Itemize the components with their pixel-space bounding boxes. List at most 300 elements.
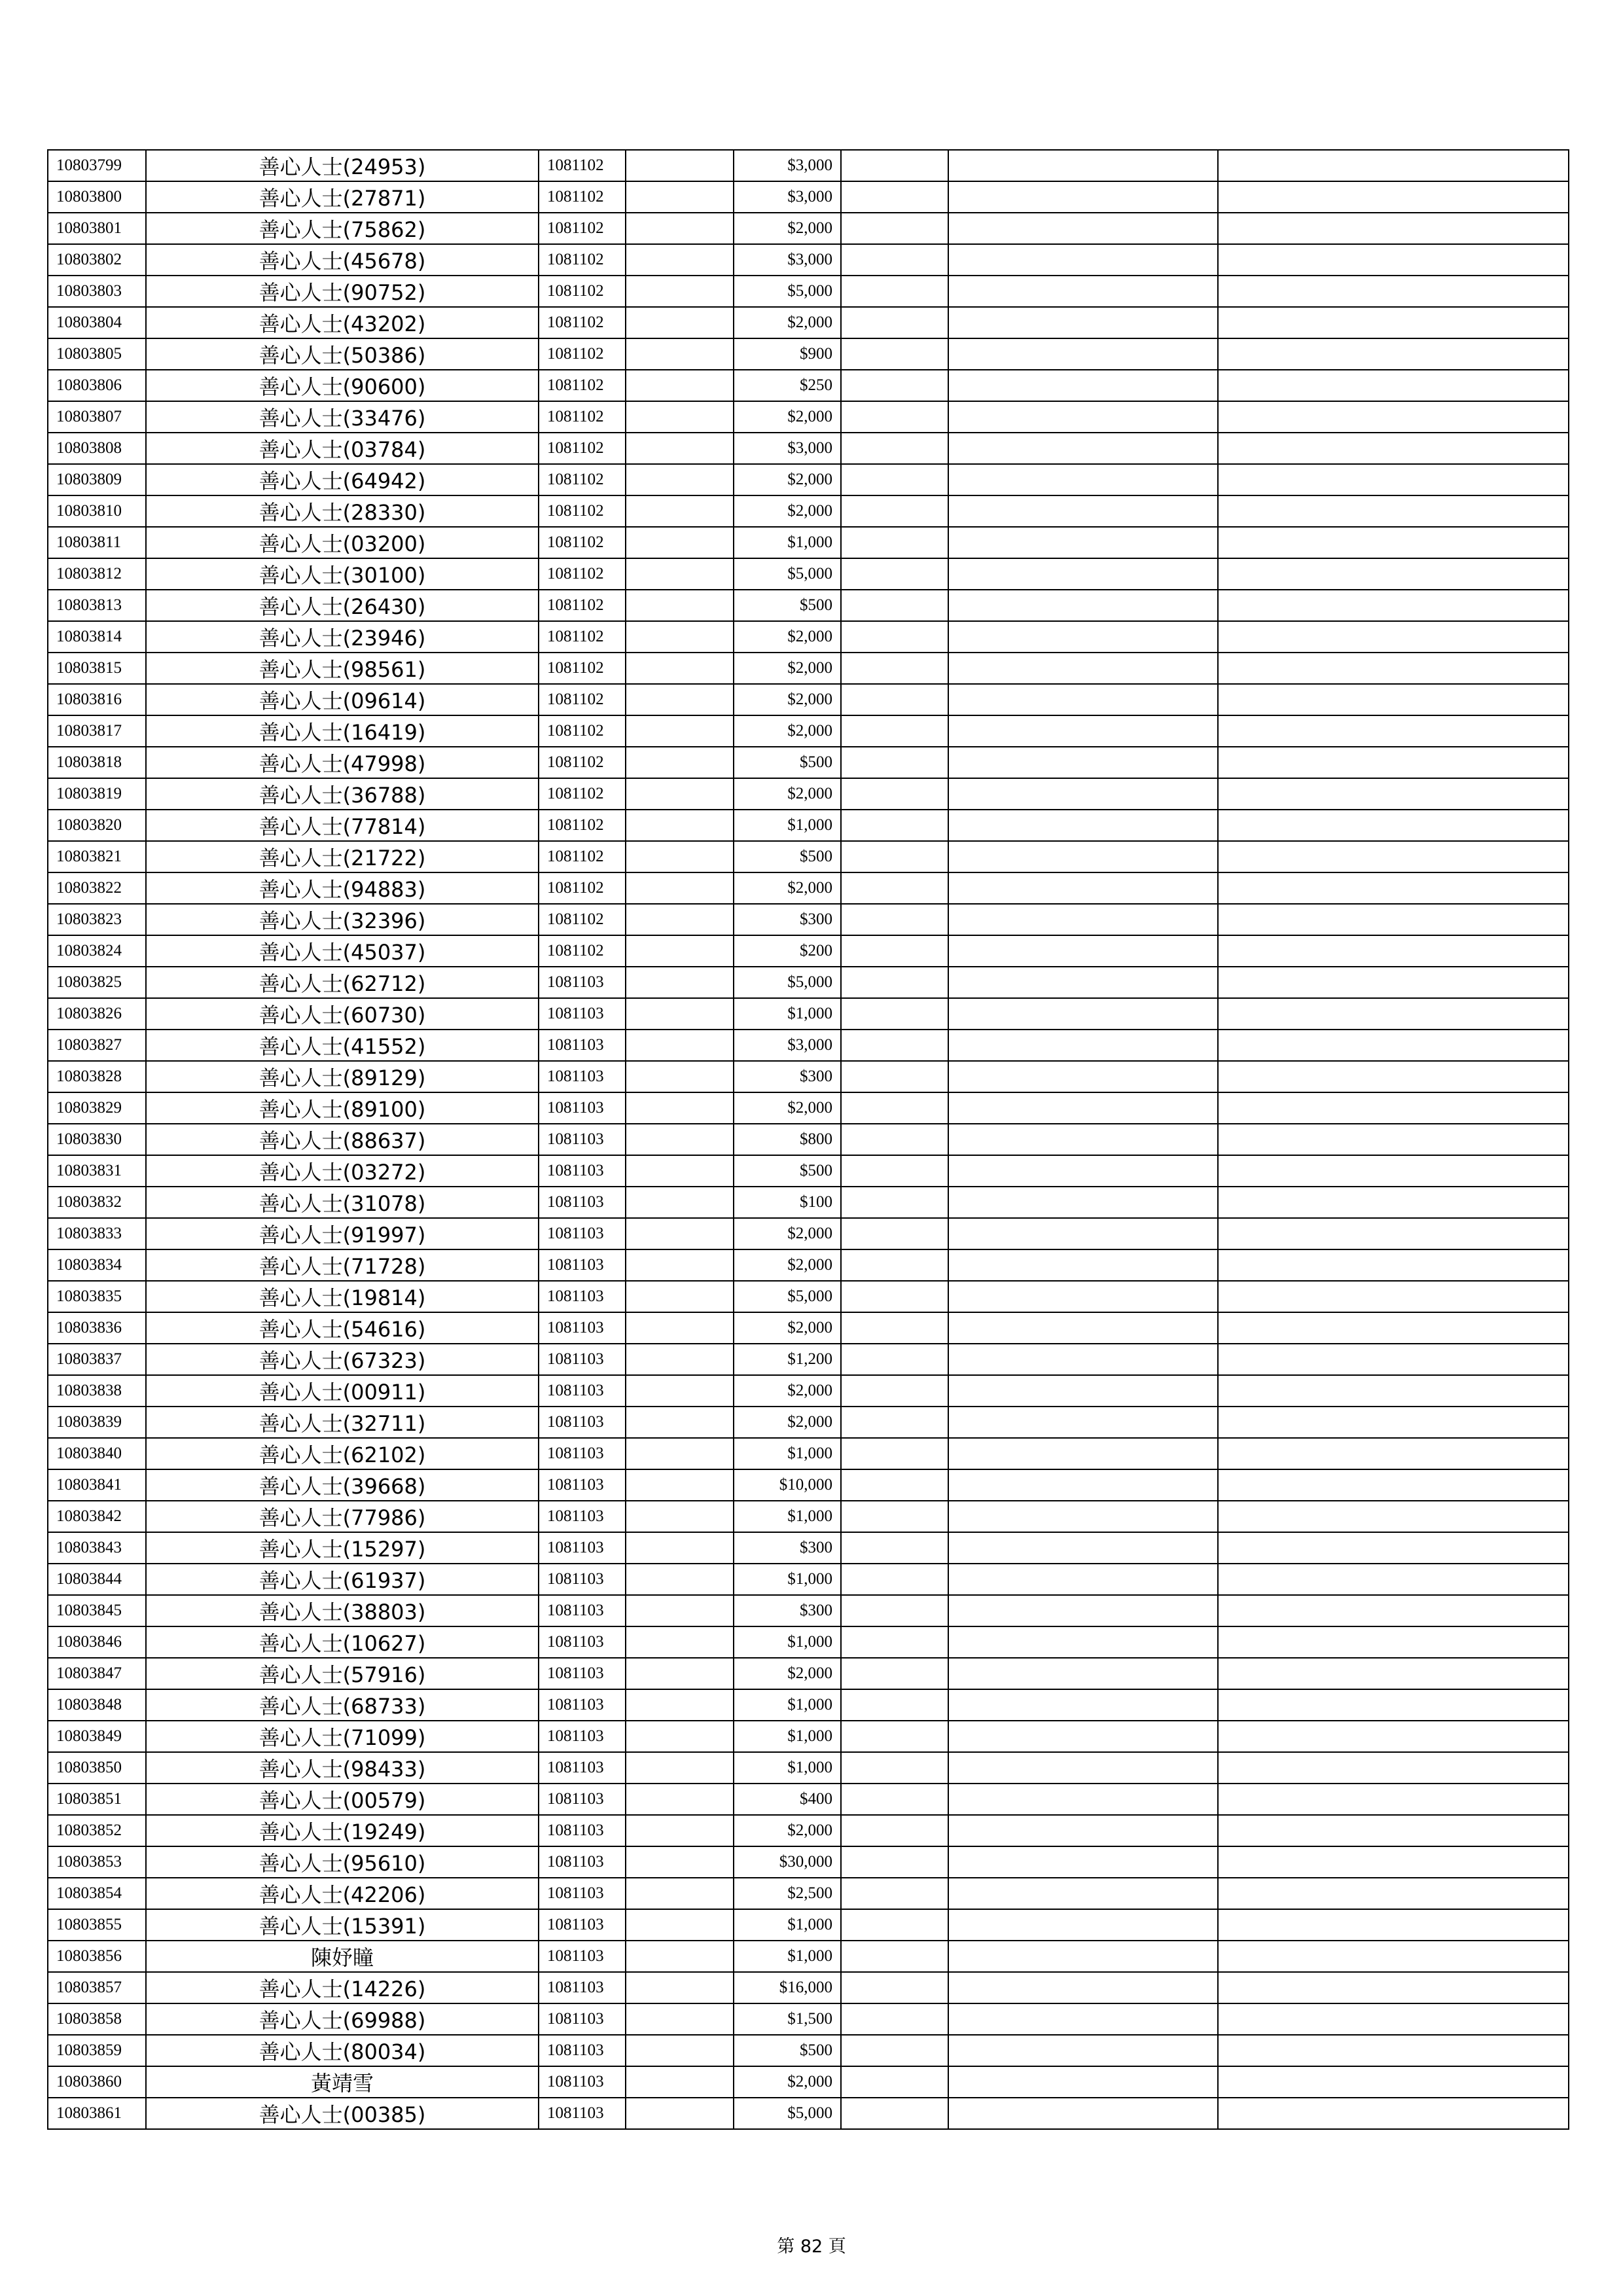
amount-cell: $2,000 xyxy=(734,1312,841,1344)
empty-cell xyxy=(948,935,1218,967)
empty-cell xyxy=(1218,338,1569,370)
donor-name-cell: 善心人士(03200) xyxy=(146,527,539,558)
table-row xyxy=(48,1689,1569,1721)
receipt-number-cell: 10803820 xyxy=(48,810,146,841)
empty-cell xyxy=(841,1469,948,1501)
amount-cell: $300 xyxy=(734,1532,841,1564)
empty-cell xyxy=(948,1909,1218,1941)
amount-cell: $1,200 xyxy=(734,1344,841,1375)
empty-cell xyxy=(948,2098,1218,2129)
ledger-body xyxy=(48,150,1569,2129)
empty-cell xyxy=(948,1092,1218,1124)
donor-name-cell: 善心人士(89129) xyxy=(146,1061,539,1092)
date-cell: 1081103 xyxy=(539,1030,626,1061)
amount-cell: $500 xyxy=(734,590,841,621)
date-cell: 1081103 xyxy=(539,2003,626,2035)
table-row xyxy=(48,1658,1569,1689)
amount-cell: $2,000 xyxy=(734,684,841,715)
date-cell: 1081103 xyxy=(539,1281,626,1312)
empty-cell xyxy=(1218,244,1569,276)
table-row xyxy=(48,213,1569,244)
empty-cell xyxy=(626,1218,734,1249)
empty-cell xyxy=(841,150,948,181)
empty-cell xyxy=(1218,967,1569,998)
empty-cell xyxy=(841,401,948,433)
empty-cell xyxy=(841,244,948,276)
donor-name-cell: 善心人士(14226) xyxy=(146,1972,539,2003)
donor-name-cell: 善心人士(33476) xyxy=(146,401,539,433)
amount-cell: $2,000 xyxy=(734,715,841,747)
empty-cell xyxy=(1218,653,1569,684)
empty-cell xyxy=(1218,904,1569,935)
table-row xyxy=(48,527,1569,558)
amount-cell: $400 xyxy=(734,1784,841,1815)
donor-name-cell: 善心人士(24953) xyxy=(146,150,539,181)
empty-cell xyxy=(841,1312,948,1344)
empty-cell xyxy=(841,338,948,370)
empty-cell xyxy=(1218,401,1569,433)
empty-cell xyxy=(1218,1595,1569,1626)
empty-cell xyxy=(948,495,1218,527)
empty-cell xyxy=(626,1281,734,1312)
amount-cell: $1,000 xyxy=(734,1941,841,1972)
empty-cell xyxy=(948,1846,1218,1878)
table-row xyxy=(48,276,1569,307)
table-row xyxy=(48,1407,1569,1438)
empty-cell xyxy=(626,276,734,307)
donor-name-cell: 善心人士(27871) xyxy=(146,181,539,213)
receipt-number-cell: 10803819 xyxy=(48,778,146,810)
donor-name-cell: 善心人士(19249) xyxy=(146,1815,539,1846)
amount-cell: $900 xyxy=(734,338,841,370)
date-cell: 1081103 xyxy=(539,2035,626,2066)
empty-cell xyxy=(841,1815,948,1846)
empty-cell xyxy=(948,1564,1218,1595)
empty-cell xyxy=(1218,621,1569,653)
amount-cell: $5,000 xyxy=(734,967,841,998)
table-row xyxy=(48,841,1569,872)
donor-name-cell: 善心人士(26430) xyxy=(146,590,539,621)
donor-name-cell: 善心人士(98561) xyxy=(146,653,539,684)
donor-name-cell: 善心人士(57916) xyxy=(146,1658,539,1689)
empty-cell xyxy=(626,1658,734,1689)
empty-cell xyxy=(1218,1721,1569,1752)
table-row xyxy=(48,433,1569,464)
empty-cell xyxy=(948,1218,1218,1249)
empty-cell xyxy=(626,1878,734,1909)
empty-cell xyxy=(1218,590,1569,621)
table-row xyxy=(48,2098,1569,2129)
receipt-number-cell: 10803835 xyxy=(48,1281,146,1312)
empty-cell xyxy=(948,464,1218,495)
empty-cell xyxy=(948,872,1218,904)
table-row xyxy=(48,1092,1569,1124)
empty-cell xyxy=(841,1532,948,1564)
empty-cell xyxy=(1218,1972,1569,2003)
empty-cell xyxy=(1218,1752,1569,1784)
empty-cell xyxy=(626,1249,734,1281)
amount-cell: $2,000 xyxy=(734,778,841,810)
amount-cell: $1,000 xyxy=(734,1721,841,1752)
empty-cell xyxy=(1218,1344,1569,1375)
donor-name-cell: 善心人士(95610) xyxy=(146,1846,539,1878)
amount-cell: $3,000 xyxy=(734,433,841,464)
table-row xyxy=(48,1909,1569,1941)
amount-cell: $2,000 xyxy=(734,1815,841,1846)
empty-cell xyxy=(626,621,734,653)
amount-cell: $2,000 xyxy=(734,401,841,433)
table-row xyxy=(48,653,1569,684)
empty-cell xyxy=(626,150,734,181)
table-row xyxy=(48,1846,1569,1878)
date-cell: 1081102 xyxy=(539,370,626,401)
table-row xyxy=(48,590,1569,621)
donor-name-cell: 善心人士(09614) xyxy=(146,684,539,715)
table-row xyxy=(48,872,1569,904)
date-cell: 1081102 xyxy=(539,747,626,778)
empty-cell xyxy=(948,527,1218,558)
receipt-number-cell: 10803831 xyxy=(48,1155,146,1187)
date-cell: 1081102 xyxy=(539,464,626,495)
empty-cell xyxy=(626,747,734,778)
receipt-number-cell: 10803821 xyxy=(48,841,146,872)
empty-cell xyxy=(1218,872,1569,904)
donation-ledger-table xyxy=(47,149,1569,2130)
empty-cell xyxy=(1218,715,1569,747)
empty-cell xyxy=(1218,1375,1569,1407)
empty-cell xyxy=(948,1752,1218,1784)
empty-cell xyxy=(1218,1124,1569,1155)
empty-cell xyxy=(841,1878,948,1909)
date-cell: 1081103 xyxy=(539,1564,626,1595)
table-row xyxy=(48,715,1569,747)
receipt-number-cell: 10803848 xyxy=(48,1689,146,1721)
empty-cell xyxy=(841,590,948,621)
donor-name-cell: 善心人士(00579) xyxy=(146,1784,539,1815)
donor-name-cell: 善心人士(54616) xyxy=(146,1312,539,1344)
empty-cell xyxy=(841,1595,948,1626)
empty-cell xyxy=(1218,778,1569,810)
empty-cell xyxy=(626,244,734,276)
receipt-number-cell: 10803832 xyxy=(48,1187,146,1218)
table-row xyxy=(48,967,1569,998)
date-cell: 1081103 xyxy=(539,1312,626,1344)
donor-name-cell: 善心人士(03784) xyxy=(146,433,539,464)
donor-name-cell: 善心人士(50386) xyxy=(146,338,539,370)
empty-cell xyxy=(1218,2035,1569,2066)
receipt-number-cell: 10803824 xyxy=(48,935,146,967)
empty-cell xyxy=(1218,307,1569,338)
donor-name-cell: 善心人士(62102) xyxy=(146,1438,539,1469)
empty-cell xyxy=(1218,1658,1569,1689)
donor-name-cell: 善心人士(19814) xyxy=(146,1281,539,1312)
receipt-number-cell: 10803853 xyxy=(48,1846,146,1878)
receipt-number-cell: 10803861 xyxy=(48,2098,146,2129)
empty-cell xyxy=(626,338,734,370)
table-row xyxy=(48,307,1569,338)
empty-cell xyxy=(948,401,1218,433)
amount-cell: $2,000 xyxy=(734,872,841,904)
amount-cell: $500 xyxy=(734,747,841,778)
empty-cell xyxy=(841,904,948,935)
receipt-number-cell: 10803845 xyxy=(48,1595,146,1626)
empty-cell xyxy=(948,1815,1218,1846)
empty-cell xyxy=(626,778,734,810)
table-row xyxy=(48,810,1569,841)
empty-cell xyxy=(626,464,734,495)
donor-name-cell: 善心人士(88637) xyxy=(146,1124,539,1155)
receipt-number-cell: 10803822 xyxy=(48,872,146,904)
empty-cell xyxy=(841,1344,948,1375)
receipt-number-cell: 10803846 xyxy=(48,1626,146,1658)
empty-cell xyxy=(626,370,734,401)
receipt-number-cell: 10803850 xyxy=(48,1752,146,1784)
receipt-number-cell: 10803856 xyxy=(48,1941,146,1972)
empty-cell xyxy=(841,715,948,747)
empty-cell xyxy=(626,684,734,715)
donor-name-cell: 善心人士(42206) xyxy=(146,1878,539,1909)
table-row xyxy=(48,1312,1569,1344)
amount-cell: $5,000 xyxy=(734,2098,841,2129)
table-row xyxy=(48,1124,1569,1155)
date-cell: 1081102 xyxy=(539,433,626,464)
empty-cell xyxy=(1218,1626,1569,1658)
empty-cell xyxy=(948,1469,1218,1501)
table-row xyxy=(48,1784,1569,1815)
receipt-number-cell: 10803814 xyxy=(48,621,146,653)
receipt-number-cell: 10803810 xyxy=(48,495,146,527)
amount-cell: $300 xyxy=(734,1595,841,1626)
empty-cell xyxy=(1218,1846,1569,1878)
empty-cell xyxy=(626,1061,734,1092)
table-row xyxy=(48,1438,1569,1469)
amount-cell: $1,000 xyxy=(734,1752,841,1784)
receipt-number-cell: 10803847 xyxy=(48,1658,146,1689)
receipt-number-cell: 10803809 xyxy=(48,464,146,495)
date-cell: 1081103 xyxy=(539,1595,626,1626)
empty-cell xyxy=(841,1092,948,1124)
empty-cell xyxy=(1218,1187,1569,1218)
empty-cell xyxy=(1218,1909,1569,1941)
receipt-number-cell: 10803836 xyxy=(48,1312,146,1344)
donor-name-cell: 善心人士(43202) xyxy=(146,307,539,338)
empty-cell xyxy=(626,1124,734,1155)
date-cell: 1081103 xyxy=(539,1721,626,1752)
empty-cell xyxy=(626,590,734,621)
receipt-number-cell: 10803801 xyxy=(48,213,146,244)
empty-cell xyxy=(841,370,948,401)
date-cell: 1081103 xyxy=(539,1972,626,2003)
receipt-number-cell: 10803816 xyxy=(48,684,146,715)
empty-cell xyxy=(626,558,734,590)
empty-cell xyxy=(1218,1469,1569,1501)
table-row xyxy=(48,1375,1569,1407)
empty-cell xyxy=(626,1375,734,1407)
table-row xyxy=(48,1752,1569,1784)
empty-cell xyxy=(1218,1532,1569,1564)
empty-cell xyxy=(1218,370,1569,401)
amount-cell: $1,000 xyxy=(734,1501,841,1532)
donor-name-cell: 善心人士(31078) xyxy=(146,1187,539,1218)
empty-cell xyxy=(948,715,1218,747)
date-cell: 1081102 xyxy=(539,307,626,338)
amount-cell: $500 xyxy=(734,1155,841,1187)
receipt-number-cell: 10803828 xyxy=(48,1061,146,1092)
empty-cell xyxy=(948,810,1218,841)
date-cell: 1081102 xyxy=(539,590,626,621)
receipt-number-cell: 10803830 xyxy=(48,1124,146,1155)
empty-cell xyxy=(948,1061,1218,1092)
receipt-number-cell: 10803813 xyxy=(48,590,146,621)
table-row xyxy=(48,621,1569,653)
amount-cell: $1,000 xyxy=(734,527,841,558)
empty-cell xyxy=(626,2098,734,2129)
empty-cell xyxy=(841,495,948,527)
empty-cell xyxy=(948,2066,1218,2098)
date-cell: 1081102 xyxy=(539,558,626,590)
empty-cell xyxy=(626,1626,734,1658)
empty-cell xyxy=(948,1375,1218,1407)
donor-name-cell: 善心人士(90600) xyxy=(146,370,539,401)
empty-cell xyxy=(841,1564,948,1595)
amount-cell: $5,000 xyxy=(734,1281,841,1312)
empty-cell xyxy=(841,1846,948,1878)
amount-cell: $1,000 xyxy=(734,1564,841,1595)
date-cell: 1081102 xyxy=(539,244,626,276)
empty-cell xyxy=(626,1846,734,1878)
empty-cell xyxy=(626,181,734,213)
table-row xyxy=(48,1815,1569,1846)
donor-name-cell: 善心人士(98433) xyxy=(146,1752,539,1784)
empty-cell xyxy=(1218,1501,1569,1532)
donor-name-cell: 善心人士(32711) xyxy=(146,1407,539,1438)
empty-cell xyxy=(626,1752,734,1784)
receipt-number-cell: 10803825 xyxy=(48,967,146,998)
empty-cell xyxy=(626,495,734,527)
date-cell: 1081102 xyxy=(539,778,626,810)
date-cell: 1081103 xyxy=(539,1249,626,1281)
donor-name-cell: 善心人士(15391) xyxy=(146,1909,539,1941)
donor-name-cell: 善心人士(30100) xyxy=(146,558,539,590)
empty-cell xyxy=(841,810,948,841)
table-row xyxy=(48,401,1569,433)
amount-cell: $5,000 xyxy=(734,558,841,590)
donor-name-cell: 善心人士(90752) xyxy=(146,276,539,307)
empty-cell xyxy=(1218,558,1569,590)
amount-cell: $2,000 xyxy=(734,1658,841,1689)
donor-name-cell: 善心人士(68733) xyxy=(146,1689,539,1721)
empty-cell xyxy=(1218,1784,1569,1815)
table-row xyxy=(48,2035,1569,2066)
empty-cell xyxy=(948,778,1218,810)
table-row xyxy=(48,1030,1569,1061)
table-row xyxy=(48,1187,1569,1218)
table-row xyxy=(48,747,1569,778)
donor-name-cell: 善心人士(80034) xyxy=(146,2035,539,2066)
empty-cell xyxy=(1218,2003,1569,2035)
receipt-number-cell: 10803855 xyxy=(48,1909,146,1941)
empty-cell xyxy=(626,841,734,872)
empty-cell xyxy=(1218,1061,1569,1092)
donor-name-cell: 黃靖雪 xyxy=(146,2066,539,2098)
empty-cell xyxy=(626,433,734,464)
donor-name-cell: 善心人士(41552) xyxy=(146,1030,539,1061)
date-cell: 1081103 xyxy=(539,1407,626,1438)
empty-cell xyxy=(841,1218,948,1249)
donor-name-cell: 善心人士(15297) xyxy=(146,1532,539,1564)
empty-cell xyxy=(626,1689,734,1721)
empty-cell xyxy=(948,1689,1218,1721)
table-row xyxy=(48,1564,1569,1595)
empty-cell xyxy=(948,841,1218,872)
empty-cell xyxy=(841,276,948,307)
empty-cell xyxy=(626,715,734,747)
empty-cell xyxy=(626,2035,734,2066)
empty-cell xyxy=(626,1784,734,1815)
date-cell: 1081102 xyxy=(539,715,626,747)
table-row xyxy=(48,370,1569,401)
empty-cell xyxy=(626,1564,734,1595)
receipt-number-cell: 10803815 xyxy=(48,653,146,684)
date-cell: 1081103 xyxy=(539,1438,626,1469)
receipt-number-cell: 10803857 xyxy=(48,1972,146,2003)
empty-cell xyxy=(948,433,1218,464)
table-row xyxy=(48,1281,1569,1312)
empty-cell xyxy=(1218,213,1569,244)
date-cell: 1081103 xyxy=(539,1658,626,1689)
donor-name-cell: 善心人士(38803) xyxy=(146,1595,539,1626)
empty-cell xyxy=(948,1595,1218,1626)
empty-cell xyxy=(841,307,948,338)
receipt-number-cell: 10803799 xyxy=(48,150,146,181)
date-cell: 1081102 xyxy=(539,338,626,370)
table-row xyxy=(48,935,1569,967)
empty-cell xyxy=(1218,1878,1569,1909)
date-cell: 1081103 xyxy=(539,1878,626,1909)
empty-cell xyxy=(841,1281,948,1312)
donor-name-cell: 善心人士(91997) xyxy=(146,1218,539,1249)
empty-cell xyxy=(841,747,948,778)
receipt-number-cell: 10803844 xyxy=(48,1564,146,1595)
empty-cell xyxy=(626,1815,734,1846)
receipt-number-cell: 10803812 xyxy=(48,558,146,590)
empty-cell xyxy=(1218,181,1569,213)
empty-cell xyxy=(626,307,734,338)
amount-cell: $500 xyxy=(734,2035,841,2066)
donor-name-cell: 善心人士(28330) xyxy=(146,495,539,527)
date-cell: 1081102 xyxy=(539,810,626,841)
empty-cell xyxy=(841,213,948,244)
empty-cell xyxy=(626,401,734,433)
date-cell: 1081103 xyxy=(539,1846,626,1878)
empty-cell xyxy=(1218,433,1569,464)
amount-cell: $5,000 xyxy=(734,276,841,307)
empty-cell xyxy=(948,967,1218,998)
empty-cell xyxy=(1218,1407,1569,1438)
empty-cell xyxy=(948,998,1218,1030)
date-cell: 1081103 xyxy=(539,1375,626,1407)
date-cell: 1081102 xyxy=(539,401,626,433)
receipt-number-cell: 10803826 xyxy=(48,998,146,1030)
empty-cell xyxy=(841,621,948,653)
empty-cell xyxy=(948,1187,1218,1218)
amount-cell: $800 xyxy=(734,1124,841,1155)
table-row xyxy=(48,1501,1569,1532)
table-row xyxy=(48,1061,1569,1092)
amount-cell: $30,000 xyxy=(734,1846,841,1878)
donor-name-cell: 善心人士(21722) xyxy=(146,841,539,872)
empty-cell xyxy=(1218,1312,1569,1344)
